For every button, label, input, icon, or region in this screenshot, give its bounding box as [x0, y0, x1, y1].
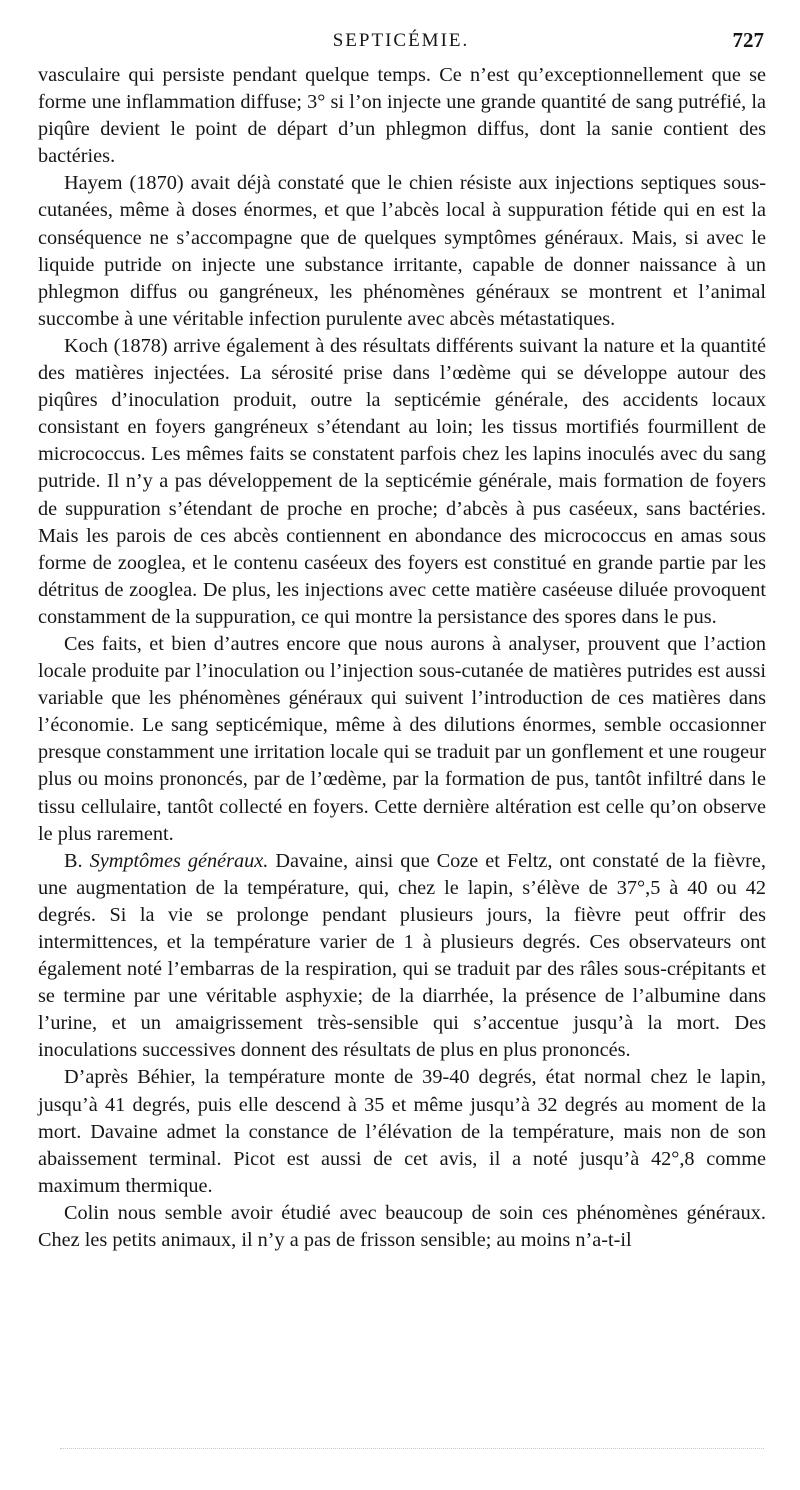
section-heading: Symptômes généraux. [89, 849, 269, 872]
page-header [38, 30, 764, 62]
page-number: 727 [732, 28, 764, 52]
section-letter: B. [64, 849, 90, 872]
paragraph-colin: Colin nous semble avoir étudié avec beaucoup de soin ces phénomènes généraux. Chez les petits animaux, il n’y a pas de frisson sensible; au moins n’a-t-il [38, 1201, 766, 1252]
paragraph-general-symptoms [38, 848, 766, 1065]
paragraph-hayem: Hayem (1870) avait déjà constaté que le chien résiste aux injections septiques sous-cutanées, même à doses énormes, et que l’abcès local à suppuration fétide qui en est la conséquence ne s’accompagne que de quelques symptômes généraux. Mais, si avec le liquide putride on injecte une substance irritante, capable de donner naissance à un phlegmon diffus ou gangréneux, les phénomènes généraux se montrent et l’animal succombe à une véritable infection purulente avec abcès métastatiques. [38, 172, 766, 330]
body-text [38, 62, 766, 1254]
paragraph-continuation: vasculaire qui persiste pendant quelque temps. Ce n’est qu’exceptionnellement que se forme une inflammation diffuse; 3° si l’on injecte une grande quantité de sang putréfié, la piqûre devient le point de départ d’un phlegmon diffus, dont la sanie contient des bactéries. [38, 64, 766, 168]
bleed-through-dots [60, 1448, 764, 1451]
paragraph-behier: D’après Béhier, la température monte de 39-40 degrés, état normal chez le lapin, jusqu’à 41 degrés, puis elle descend à 35 et même jusqu’à 32 degrés au moment de la mort. Davaine admet la constance de l’élévation de la température, mais non de son abaissement terminal. Picot est aussi de cet avis, il a noté jusqu’à 42°,8 comme maximum thermique. [38, 1066, 766, 1197]
paragraph-koch: Koch (1878) arrive également à des résultats différents suivant la nature et la quantité des matières injectées. La sérosité prise dans l’œdème qui se développe autour des piqûres d’inoculation produit, outre la septicémie générale, des accidents locaux consistant en foyers gangréneux s’étendant au loin; les tissus mortifiés fourmillent de micrococcus. Les mêmes faits se constatent parfois chez les lapins inoculés avec du sang putride. Il n’y a pas développement de la septicémie générale, mais formation de foyers de suppuration s’étendant de proche en proche; d’abcès à pus caséeux, sans bactéries. Mais les parois de ces abcès contiennent en abondance des micrococcus en amas sous forme de zooglea, et le contenu caséeux des foyers est constitué en grande partie par les détritus de zooglea. De plus, les injections avec cette matière caséeuse diluée provoquent constamment de la suppuration, ce qui montre la persistance des spores dans le pus. [38, 334, 766, 628]
paragraph-general-symptoms-text: Davaine, ainsi que Coze et Feltz, ont constaté de la fièvre, une augmentation de la température, qui, chez le lapin, s’élève de 37°,5 à 40 ou 42 degrés. Si la vie se prolonge pendant plusieurs jours, la fièvre peut offrir des intermittences, et la température varier de 1 à plusieurs degrés. Ces observateurs ont également noté l’embarras de la respiration, qui se traduit par des râles sous-crépitants et se termine par une véritable asphyxie; de la diarrhée, la présence de l’albumine dans l’urine, et un amaigrissement très-sensible qui s’accentue jusqu’à la mort. Des inoculations successives donnent des résultats de plus en plus prononcés. [38, 849, 766, 1062]
running-title: SEPTICÉMIE. [332, 30, 470, 51]
paragraph-local-action: Ces faits, et bien d’autres encore que nous aurons à analyser, prouvent que l’action locale produite par l’inoculation ou l’injection sous-cutanée de matières putrides est aussi variable que les phénomènes généraux qui suivent l’introduction de ces matières dans l’économie. Le sang septicémique, même à des dilutions énormes, semble occasionner presque constamment une irritation locale qui se traduit par un gonflement et une rougeur plus ou moins prononcés, par de l’œdème, par la formation de pus, tantôt infiltré dans le tissu cellulaire, tantôt collecté en foyers. Cette dernière altération est celle qu’on observe le plus rarement. [38, 632, 766, 845]
